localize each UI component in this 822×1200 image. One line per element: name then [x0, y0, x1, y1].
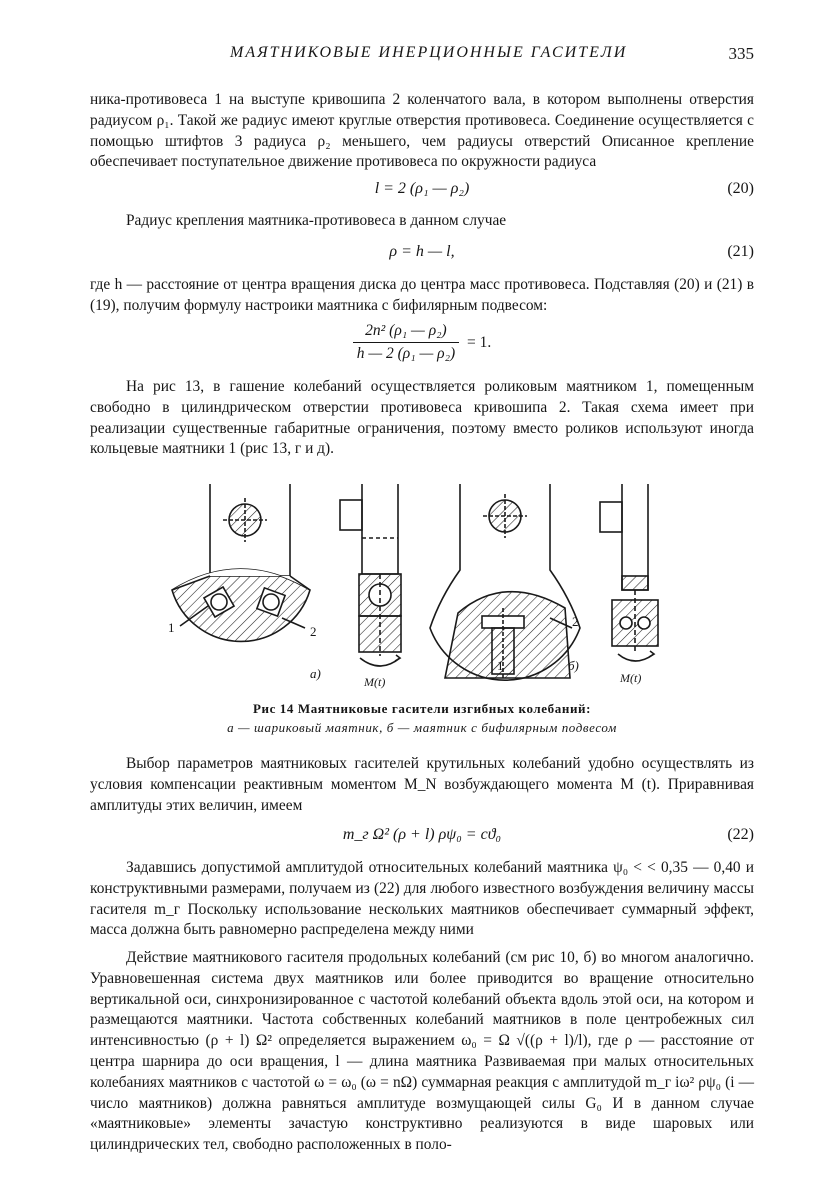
- label-2-b: 2: [572, 614, 579, 629]
- equation-20-number: (20): [727, 180, 754, 197]
- paragraph-6: Задавшись допустимой амплитудой относительных колебаний маятника ψ₀ < < 0,35 — 0,40 и конструктивными размерами, получаем из (22) для любого известного возбуждения величину массы гасителя m_г Поскольку использование нескольких маятников обеспечивает суммарный эффект, масса должна быть равномерно распределена между ними: [90, 859, 754, 939]
- figure-14: [160, 478, 680, 693]
- fraction-denominator: h — 2 (ρ₁ — ρ₂): [356, 345, 456, 362]
- figure-caption-text: а — шариковый маятник, б — маятник с бифилярным подвесом: [227, 720, 617, 735]
- pendulum-b-front: [430, 484, 580, 680]
- paragraph-3: где h — расстояние от центра вращения диска до центра масс противовеса. Подставляя (20) и (21) в (19), получим формулу настроики маятника с бифилярным подвесом:: [90, 276, 754, 314]
- tuning-formula: [90, 322, 754, 363]
- label-b: б): [568, 658, 579, 673]
- pendulum-a-front: [172, 484, 310, 641]
- paragraph-1: ника-противовеса 1 на выступе кривошипа 2 коленчатого вала, в котором выполнены отверстия радиусом ρ₁. Такой же радиус имеют круглые отверстия противовеса. Соединение осуществляется с помощью штифтов 3 радиуса ρ₂ меньшего, чем радиусы отверстий Описанное крепление обеспечивает поступательное движение противовеса по окружности радиуса: [90, 91, 754, 171]
- figure-caption-title: Рис 14 Маятниковые гасители изгибных колебаний:: [252, 701, 592, 716]
- paragraph-2: Радиус крепления маятника-противовеса в данном случае: [126, 212, 507, 229]
- paragraph-5: Выбор параметров маятниковых гасителей крутильных колебаний удобно осуществлять из условия компенсации реактивным моментом M_N возбуждающего момента M (t). Приравнивая амплитуды этих величин, имеем: [90, 755, 754, 814]
- fraction-rhs: = 1.: [467, 333, 492, 351]
- equation-21: [90, 243, 754, 267]
- label-mt-b: M(t): [620, 671, 642, 685]
- label-mt-a: M(t): [364, 675, 386, 689]
- label-1-a: 1: [168, 620, 175, 635]
- equation-22-expression: m_г Ω² (ρ + l) ρψ₀ = cϑ₀: [342, 826, 502, 843]
- fraction-numerator: 2n² (ρ₁ — ρ₂): [353, 322, 459, 343]
- equation-21-expression: ρ = h — l,: [389, 243, 455, 260]
- equation-22: [90, 826, 754, 850]
- page-number: 335: [728, 44, 754, 63]
- paragraph-4: На рис 13, в гашение колебаний осуществляется роликовым маятником 1, помещенным свободно в цилиндрическом отверстии противовеса кривошипа 2. Такая схема имеет при реализации существенные габаритные ограничения, поэтому вместо роликов используют иногда кольцевые маятники 1 (рис 13, г и д).: [90, 378, 754, 458]
- equation-22-number: (22): [727, 826, 754, 843]
- label-1-b: 1: [497, 658, 504, 673]
- paragraph-7: Действие маятникового гасителя продольных колебаний (см рис 10, б) во многом аналогично. Уравновешенная система двух маятников или более приводится во вращение относительно вертикальной оси, синхронизированное с частотой колебаний объекта вдоль этой оси, на котором и размещаются маятники. Частота собственных колебаний маятников в поле центробежных сил интенсивностью (ρ + l) Ω² определяется выражением ω₀ = Ω √((ρ + l)/l), где ρ — расстояние от центра шарнира до оси вращения, l — длина маятника Развиваемая при малых относительных колебаниях маятников с частотой ω = ω₀ (ω = nΩ) суммарная реакция с амплитудой m_г iω² ρψ₀ (i — число маятников) должна равняться амплитуде возмущающей силы G₀ И в данном случае «маятниковые» элементы зачастую конструктивно реализуются в виде шаровых или цилиндрических тел, свободно расположенных в поло-: [90, 949, 754, 1154]
- equation-20-expression: l = 2 (ρ₁ — ρ₂): [374, 180, 470, 197]
- tuning-formula-fraction: [353, 322, 459, 363]
- label-2-a: 2: [310, 624, 317, 639]
- label-a: а): [310, 666, 321, 681]
- equation-21-number: (21): [727, 243, 754, 260]
- pendulum-b-side: [600, 484, 658, 661]
- running-header: [90, 44, 754, 68]
- equation-20: [90, 180, 754, 204]
- running-title: МАЯТНИКОВЫЕ ИНЕРЦИОННЫЕ ГАСИТЕЛИ: [230, 44, 628, 61]
- pendulum-a-side: [340, 484, 401, 666]
